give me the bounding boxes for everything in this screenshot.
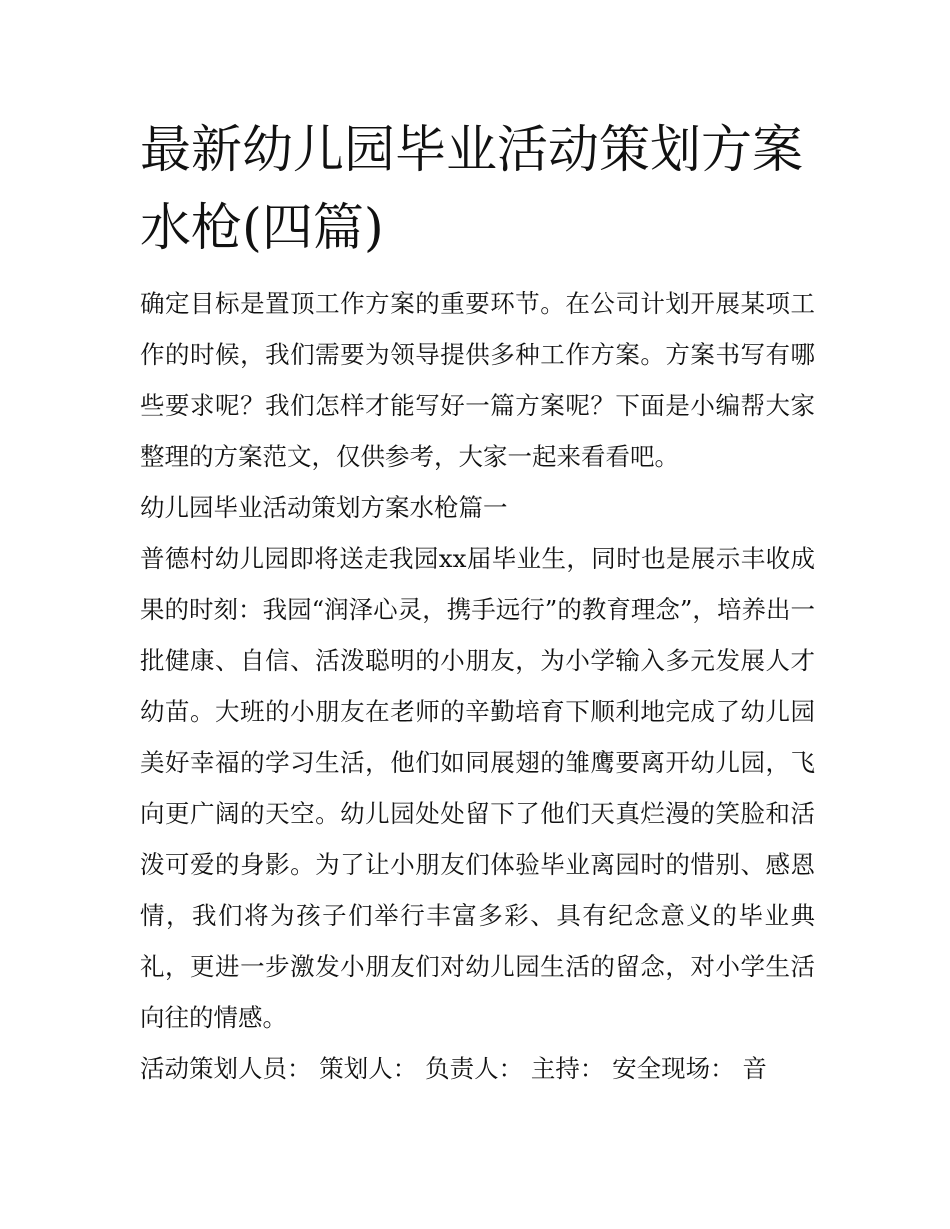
document-content bbox=[140, 112, 815, 1094]
staff-line: 活动策划人员： 策划人： 负责人： 主持： 安全现场： 音 bbox=[140, 1054, 767, 1083]
intro-paragraph: 确定目标是置顶工作方案的重要环节。在公司计划开展某项工作的时候，我们需要为领导提供多种工作方案。方案书写有哪些要求呢？我们怎样才能写好一篇方案呢？下面是小编帮大家整理的方案范文，仅供参考，大家一起来看看吧。 bbox=[140, 289, 815, 471]
section-heading: 幼儿园毕业活动策划方案水枪篇一 bbox=[140, 493, 508, 522]
document-title: 最新幼儿园毕业活动策划方案水枪(四篇) bbox=[140, 121, 804, 258]
section-body-paragraph: 普德村幼儿园即将送走我园xx届毕业生，同时也是展示丰收成果的时刻：我园“润泽心灵，携手远行”的教育理念”，培养出一批健康、自信、活泼聪明的小朋友，为小学输入多元发展人才幼苗。大班的小朋友在老师的辛勤培育下顺利地完成了幼儿园美好幸福的学习生活，他们如同展翅的雏鹰要离开幼儿园，飞向更广阔的天空。幼儿园处处留下了他们天真烂漫的笑脸和活泼可爱的身影。为了让小朋友们体验毕业离园时的惜别、感恩情，我们将为孩子们举行丰富多彩、具有纪念意义的毕业典礼，更进一步激发小朋友们对幼儿园生活的留念，对小学生活向往的情感。 bbox=[140, 544, 815, 1032]
